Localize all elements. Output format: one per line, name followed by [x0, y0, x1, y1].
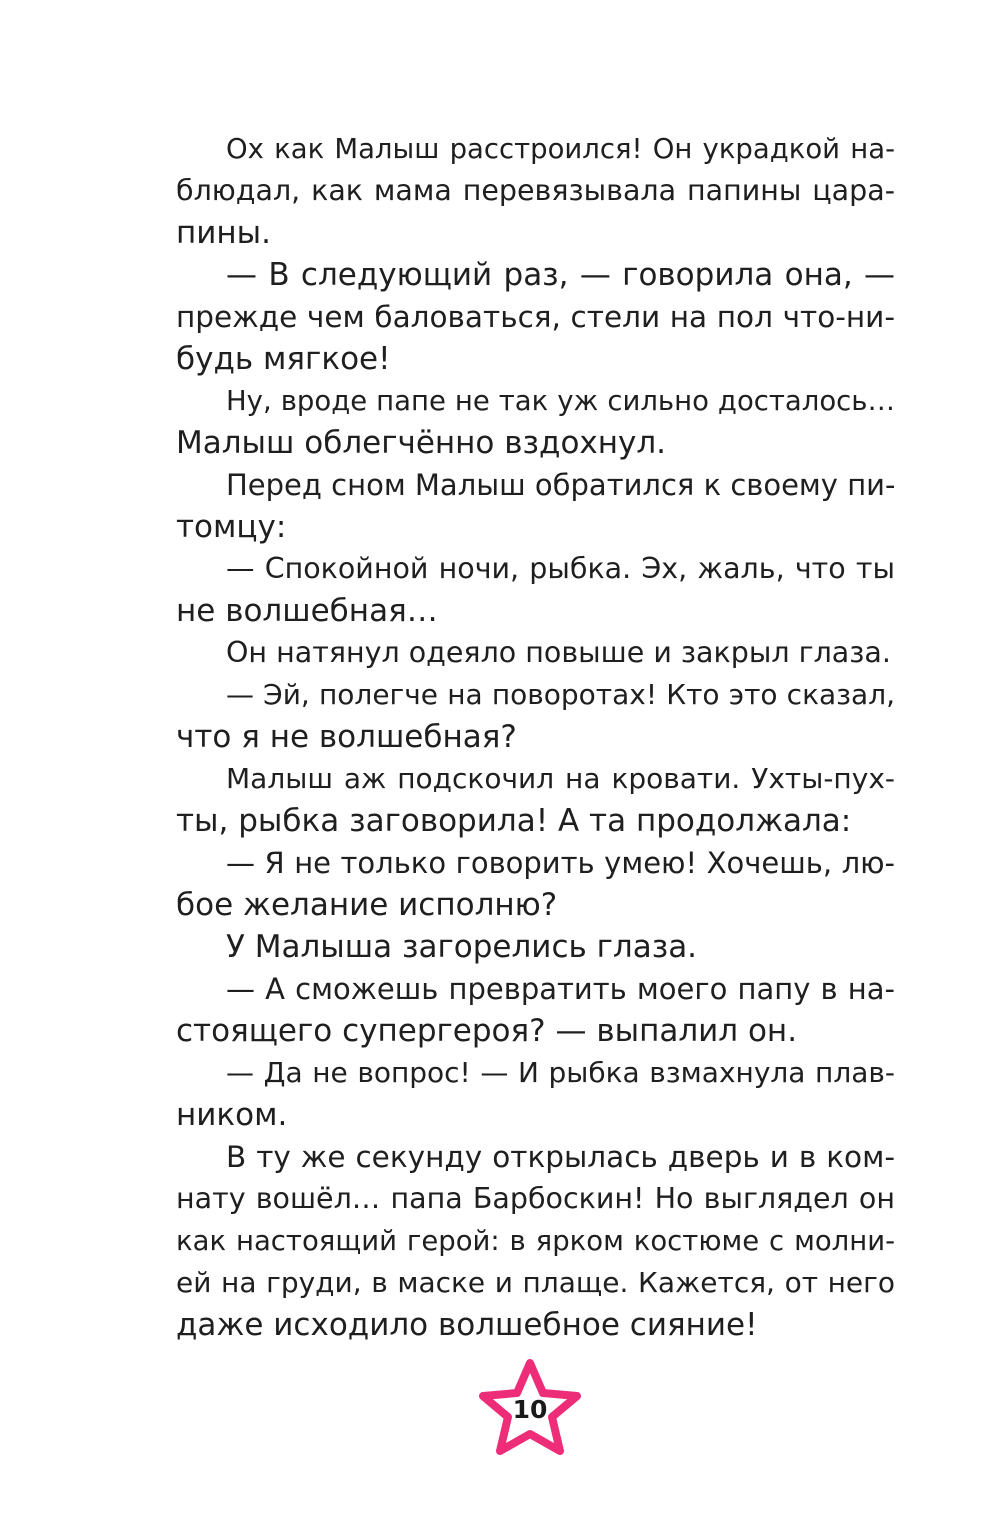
page-number: 10 [512, 1395, 548, 1424]
text-line: будь мягкое! [176, 341, 391, 377]
text-line: Он натянул одеяло повыше и закрыл глаза. [226, 636, 891, 669]
text-line: прежде чем баловаться, стели на пол что-ни- [176, 300, 895, 334]
text-line: — Эй, полегче на поворотах! Кто это сказал, [226, 678, 895, 711]
book-page-text [176, 128, 895, 1346]
text-line: Перед сном Малыш обратился к своему пи- [226, 468, 895, 502]
page-number-badge [478, 1355, 588, 1465]
text-line: как настоящий герой: в ярком костюме с молни- [176, 1225, 895, 1257]
text-line: нату вошёл… папа Барбоскин! Но выглядел он [176, 1182, 895, 1215]
text-line: Малыш облегчённо вздохнул. [176, 425, 667, 461]
text-line: бое желание исполню? [176, 887, 558, 923]
text-line: У Малыша загорелись глаза. [226, 929, 698, 965]
text-line: стоящего супергероя? — выпалил он. [176, 1013, 798, 1049]
text-line: ты, рыбка заговорила! А та продолжала: [176, 803, 852, 839]
text-line: Ну, вроде папе не так уж сильно досталось… [226, 385, 895, 417]
text-line: даже исходило волшебное сияние! [176, 1307, 758, 1343]
text-line: — А сможешь превратить моего папу в на- [226, 972, 895, 1006]
text-line: — Спокойной ночи, рыбка. Эх, жаль, что ты [226, 552, 895, 585]
text-line: ей на груди, в маске и плаще. Кажется, от него [176, 1266, 895, 1299]
text-line: пины. [176, 215, 272, 251]
text-line: — Да не вопрос! — И рыбка взмахнула плав- [226, 1056, 895, 1089]
text-line: не волшебная… [176, 593, 438, 629]
text-line: блюдал, как мама перевязывала папины цара- [176, 174, 895, 207]
text-line: что я не волшебная? [176, 719, 517, 755]
text-line: ником. [176, 1097, 288, 1133]
text-line: Малыш аж подскочил на кровати. Ухты-пух- [226, 762, 895, 795]
text-line: — Я не только говорить умею! Хочешь, лю- [226, 846, 895, 880]
text-line: — В следующий раз, — говорила она, — [226, 257, 895, 293]
text-line: томцу: [176, 509, 287, 545]
text-line: Ох как Малыш расстроился! Он украдкой на- [226, 133, 895, 165]
text-line: В ту же секунду открылась дверь и в ком- [226, 1140, 895, 1174]
